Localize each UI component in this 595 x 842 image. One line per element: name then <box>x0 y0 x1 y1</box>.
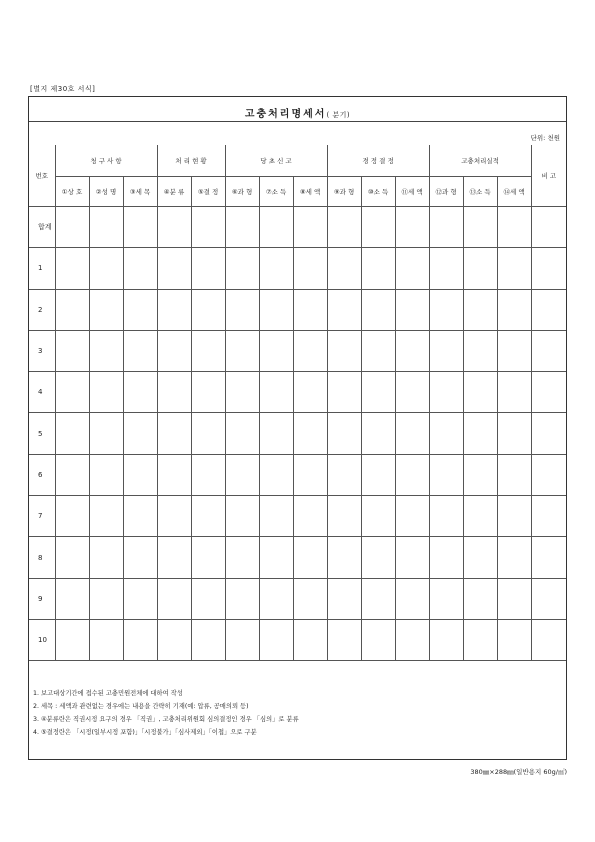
entry-cell[interactable] <box>327 454 361 495</box>
notes-section <box>33 687 299 739</box>
entry-cell[interactable] <box>531 248 566 289</box>
entry-cell[interactable] <box>55 372 89 413</box>
entry-cell[interactable] <box>55 413 89 454</box>
row-label: 10 <box>29 619 55 660</box>
subheader-category: ④분 류 <box>157 177 191 207</box>
entry-cell[interactable] <box>191 496 225 537</box>
entry-cell[interactable] <box>429 289 463 330</box>
entry-cell[interactable] <box>123 248 157 289</box>
entry-cell[interactable] <box>395 248 429 289</box>
table-row <box>29 578 566 619</box>
entry-cell[interactable] <box>497 454 531 495</box>
entry-cell[interactable] <box>89 330 123 371</box>
entry-cell[interactable] <box>259 496 293 537</box>
entry-cell[interactable] <box>395 537 429 578</box>
entry-cell[interactable] <box>123 496 157 537</box>
entry-cell[interactable] <box>191 372 225 413</box>
entry-cell[interactable] <box>123 454 157 495</box>
entry-cell[interactable] <box>327 619 361 660</box>
entry-cell[interactable] <box>89 289 123 330</box>
subheader-correction-income: ⑩소 득 <box>361 177 395 207</box>
entry-cell[interactable] <box>463 537 497 578</box>
entry-cell[interactable] <box>463 454 497 495</box>
entry-cell[interactable] <box>123 289 157 330</box>
table-row <box>29 289 566 330</box>
entry-cell[interactable] <box>225 619 259 660</box>
record-table <box>29 145 566 661</box>
entry-cell[interactable] <box>55 496 89 537</box>
row-label: 7 <box>29 496 55 537</box>
table-row <box>29 537 566 578</box>
entry-cell[interactable] <box>361 619 395 660</box>
entry-cell[interactable] <box>327 537 361 578</box>
entry-cell[interactable] <box>293 207 327 248</box>
entry-cell[interactable] <box>225 372 259 413</box>
title-text: 고충처리명세서 <box>244 109 327 120</box>
entry-cell[interactable] <box>531 289 566 330</box>
entry-cell[interactable] <box>395 289 429 330</box>
entry-cell[interactable] <box>395 619 429 660</box>
entry-cell[interactable] <box>123 619 157 660</box>
entry-cell[interactable] <box>123 578 157 619</box>
entry-cell[interactable] <box>89 454 123 495</box>
entry-cell[interactable] <box>123 413 157 454</box>
entry-cell[interactable] <box>157 207 191 248</box>
entry-cell[interactable] <box>361 454 395 495</box>
entry-cell[interactable] <box>463 372 497 413</box>
entry-cell[interactable] <box>259 619 293 660</box>
entry-cell[interactable] <box>463 207 497 248</box>
row-label: 2 <box>29 289 55 330</box>
entry-cell[interactable] <box>429 537 463 578</box>
entry-cell[interactable] <box>395 372 429 413</box>
entry-cell[interactable] <box>463 619 497 660</box>
entry-cell[interactable] <box>191 454 225 495</box>
subheader-result-tax: ⑭세 액 <box>497 177 531 207</box>
entry-cell[interactable] <box>463 578 497 619</box>
entry-cell[interactable] <box>191 619 225 660</box>
row-label: 9 <box>29 578 55 619</box>
title-divider <box>29 121 566 122</box>
entry-cell[interactable] <box>327 289 361 330</box>
table-row <box>29 496 566 537</box>
note-item: 2. 세목 : 세액과 관련없는 경우에는 내용을 간략히 기재(예: 압류, 공매의뢰 등) <box>33 703 249 710</box>
entry-cell[interactable] <box>55 619 89 660</box>
entry-cell[interactable] <box>89 207 123 248</box>
subheader-correction-tax: ⑪세 액 <box>395 177 429 207</box>
entry-cell[interactable] <box>123 330 157 371</box>
entry-cell[interactable] <box>259 248 293 289</box>
entry-cell[interactable] <box>531 330 566 371</box>
entry-cell[interactable] <box>259 289 293 330</box>
entry-cell[interactable] <box>55 578 89 619</box>
entry-cell[interactable] <box>259 413 293 454</box>
entry-cell[interactable] <box>361 578 395 619</box>
entry-cell[interactable] <box>55 330 89 371</box>
entry-cell[interactable] <box>395 330 429 371</box>
entry-cell[interactable] <box>191 537 225 578</box>
table-row <box>29 372 566 413</box>
entry-cell[interactable] <box>259 578 293 619</box>
table-row <box>29 619 566 660</box>
row-label: 합계 <box>29 207 55 248</box>
entry-cell[interactable] <box>293 537 327 578</box>
entry-cell[interactable] <box>89 496 123 537</box>
entry-cell[interactable] <box>327 578 361 619</box>
form-frame <box>28 96 567 760</box>
note-item: 1. 보고대상기간에 접수된 고충민원전체에 대하여 작성 <box>33 690 183 697</box>
unit-label: 단위: 천원 <box>530 134 560 142</box>
header-number: 번호 <box>29 145 55 207</box>
entry-cell[interactable] <box>395 207 429 248</box>
entry-cell[interactable] <box>89 413 123 454</box>
entry-cell[interactable] <box>497 496 531 537</box>
row-label: 6 <box>29 454 55 495</box>
quarter-blank: ( 분기) <box>326 111 351 119</box>
entry-cell[interactable] <box>463 496 497 537</box>
entry-cell[interactable] <box>89 578 123 619</box>
entry-cell[interactable] <box>225 289 259 330</box>
entry-cell[interactable] <box>293 413 327 454</box>
entry-cell[interactable] <box>123 207 157 248</box>
entry-cell[interactable] <box>157 330 191 371</box>
entry-cell[interactable] <box>497 413 531 454</box>
entry-cell[interactable] <box>157 496 191 537</box>
table-row <box>29 207 566 248</box>
subheader-result-income: ⑬소 득 <box>463 177 497 207</box>
subheader-correction-type: ⑨과 형 <box>327 177 361 207</box>
entry-cell[interactable] <box>361 248 395 289</box>
entry-cell[interactable] <box>327 372 361 413</box>
subheader-name: ②성 명 <box>89 177 123 207</box>
entry-cell[interactable] <box>293 578 327 619</box>
entry-cell[interactable] <box>361 496 395 537</box>
entry-cell[interactable] <box>157 289 191 330</box>
entry-cell[interactable] <box>395 413 429 454</box>
entry-cell[interactable] <box>429 496 463 537</box>
entry-cell[interactable] <box>157 454 191 495</box>
form-number-label: [별지 제30호 서식] <box>30 85 96 93</box>
entry-cell[interactable] <box>259 372 293 413</box>
subheader-initial-tax: ⑧세 액 <box>293 177 327 207</box>
entry-cell[interactable] <box>55 289 89 330</box>
entry-cell[interactable] <box>157 248 191 289</box>
entry-cell[interactable] <box>463 289 497 330</box>
entry-cell[interactable] <box>429 454 463 495</box>
header-claim: 청 구 사 항 <box>55 145 157 177</box>
entry-cell[interactable] <box>157 578 191 619</box>
entry-cell[interactable] <box>395 578 429 619</box>
entry-cell[interactable] <box>497 537 531 578</box>
entry-cell[interactable] <box>293 619 327 660</box>
entry-cell[interactable] <box>463 413 497 454</box>
entry-cell[interactable] <box>497 619 531 660</box>
entry-cell[interactable] <box>191 413 225 454</box>
entry-cell[interactable] <box>463 330 497 371</box>
entry-cell[interactable] <box>429 248 463 289</box>
entry-cell[interactable] <box>429 330 463 371</box>
entry-cell[interactable] <box>327 496 361 537</box>
entry-cell[interactable] <box>497 207 531 248</box>
entry-cell[interactable] <box>225 248 259 289</box>
entry-cell[interactable] <box>361 289 395 330</box>
entry-cell[interactable] <box>361 330 395 371</box>
entry-cell[interactable] <box>395 496 429 537</box>
entry-cell[interactable] <box>89 372 123 413</box>
entry-cell[interactable] <box>429 372 463 413</box>
row-label: 4 <box>29 372 55 413</box>
subheader-result-type: ⑫과 형 <box>429 177 463 207</box>
note-item: 3. ④분류란은 직권시정 요구의 경우 「직권」, 고충처리위원회 심의결정인 경우 「심의」로 분류 <box>33 716 299 723</box>
form-title <box>29 105 566 120</box>
entry-cell[interactable] <box>157 537 191 578</box>
entry-cell[interactable] <box>531 619 566 660</box>
entry-cell[interactable] <box>531 372 566 413</box>
entry-cell[interactable] <box>463 248 497 289</box>
entry-cell[interactable] <box>123 537 157 578</box>
entry-cell[interactable] <box>327 330 361 371</box>
table-row <box>29 330 566 371</box>
entry-cell[interactable] <box>225 454 259 495</box>
table-row <box>29 454 566 495</box>
row-label: 5 <box>29 413 55 454</box>
entry-cell[interactable] <box>259 454 293 495</box>
entry-cell[interactable] <box>531 207 566 248</box>
entry-cell[interactable] <box>55 207 89 248</box>
entry-cell[interactable] <box>225 330 259 371</box>
entry-cell[interactable] <box>225 413 259 454</box>
entry-cell[interactable] <box>191 248 225 289</box>
header-initial-report: 당 초 신 고 <box>225 145 327 177</box>
entry-cell[interactable] <box>89 537 123 578</box>
entry-cell[interactable] <box>531 454 566 495</box>
entry-cell[interactable] <box>429 413 463 454</box>
entry-cell[interactable] <box>327 207 361 248</box>
entry-cell[interactable] <box>191 207 225 248</box>
entry-cell[interactable] <box>123 372 157 413</box>
header-correction: 경 정 결 정 <box>327 145 429 177</box>
entry-cell[interactable] <box>225 578 259 619</box>
entry-cell[interactable] <box>225 496 259 537</box>
entry-cell[interactable] <box>361 372 395 413</box>
row-label: 3 <box>29 330 55 371</box>
entry-cell[interactable] <box>531 496 566 537</box>
entry-cell[interactable] <box>293 289 327 330</box>
entry-cell[interactable] <box>497 372 531 413</box>
entry-cell[interactable] <box>429 578 463 619</box>
entry-cell[interactable] <box>293 330 327 371</box>
entry-cell[interactable] <box>55 537 89 578</box>
entry-cell[interactable] <box>497 578 531 619</box>
entry-cell[interactable] <box>157 619 191 660</box>
entry-cell[interactable] <box>157 413 191 454</box>
paper-size-label: 380㎜×288㎜(일반용지 60g/㎡) <box>470 768 567 776</box>
entry-cell[interactable] <box>429 207 463 248</box>
entry-cell[interactable] <box>89 619 123 660</box>
entry-cell[interactable] <box>531 578 566 619</box>
entry-cell[interactable] <box>293 372 327 413</box>
table-row <box>29 248 566 289</box>
subheader-initial-income: ⑦소 득 <box>259 177 293 207</box>
entry-cell[interactable] <box>497 248 531 289</box>
table-row <box>29 413 566 454</box>
entry-cell[interactable] <box>157 372 191 413</box>
header-results: 고충처리실적 <box>429 145 531 177</box>
entry-cell[interactable] <box>225 207 259 248</box>
entry-cell[interactable] <box>293 496 327 537</box>
entry-cell[interactable] <box>225 537 259 578</box>
subheader-company: ①상 호 <box>55 177 89 207</box>
entry-cell[interactable] <box>55 454 89 495</box>
entry-cell[interactable] <box>293 248 327 289</box>
header-processing: 처 리 현 황 <box>157 145 225 177</box>
header-remarks: 비 고 <box>531 145 566 207</box>
note-item: 4. ⑤결정란은 「시정(일부시정 포함)」「시정불가」「심사제외」「이첩」으로 구분 <box>33 729 257 736</box>
entry-cell[interactable] <box>361 207 395 248</box>
entry-cell[interactable] <box>259 537 293 578</box>
entry-cell[interactable] <box>395 454 429 495</box>
entry-cell[interactable] <box>191 578 225 619</box>
entry-cell[interactable] <box>327 248 361 289</box>
table-body <box>29 207 566 661</box>
entry-cell[interactable] <box>191 289 225 330</box>
entry-cell[interactable] <box>361 413 395 454</box>
entry-cell[interactable] <box>497 289 531 330</box>
entry-cell[interactable] <box>429 619 463 660</box>
entry-cell[interactable] <box>259 330 293 371</box>
subheader-decision: ⑤결 정 <box>191 177 225 207</box>
entry-cell[interactable] <box>497 330 531 371</box>
entry-cell[interactable] <box>327 413 361 454</box>
subheader-initial-type: ⑥과 형 <box>225 177 259 207</box>
entry-cell[interactable] <box>191 330 225 371</box>
entry-cell[interactable] <box>531 413 566 454</box>
entry-cell[interactable] <box>293 454 327 495</box>
row-label: 8 <box>29 537 55 578</box>
entry-cell[interactable] <box>361 537 395 578</box>
entry-cell[interactable] <box>55 248 89 289</box>
entry-cell[interactable] <box>531 537 566 578</box>
row-label: 1 <box>29 248 55 289</box>
entry-cell[interactable] <box>89 248 123 289</box>
subheader-tax-item: ③세 목 <box>123 177 157 207</box>
entry-cell[interactable] <box>259 207 293 248</box>
